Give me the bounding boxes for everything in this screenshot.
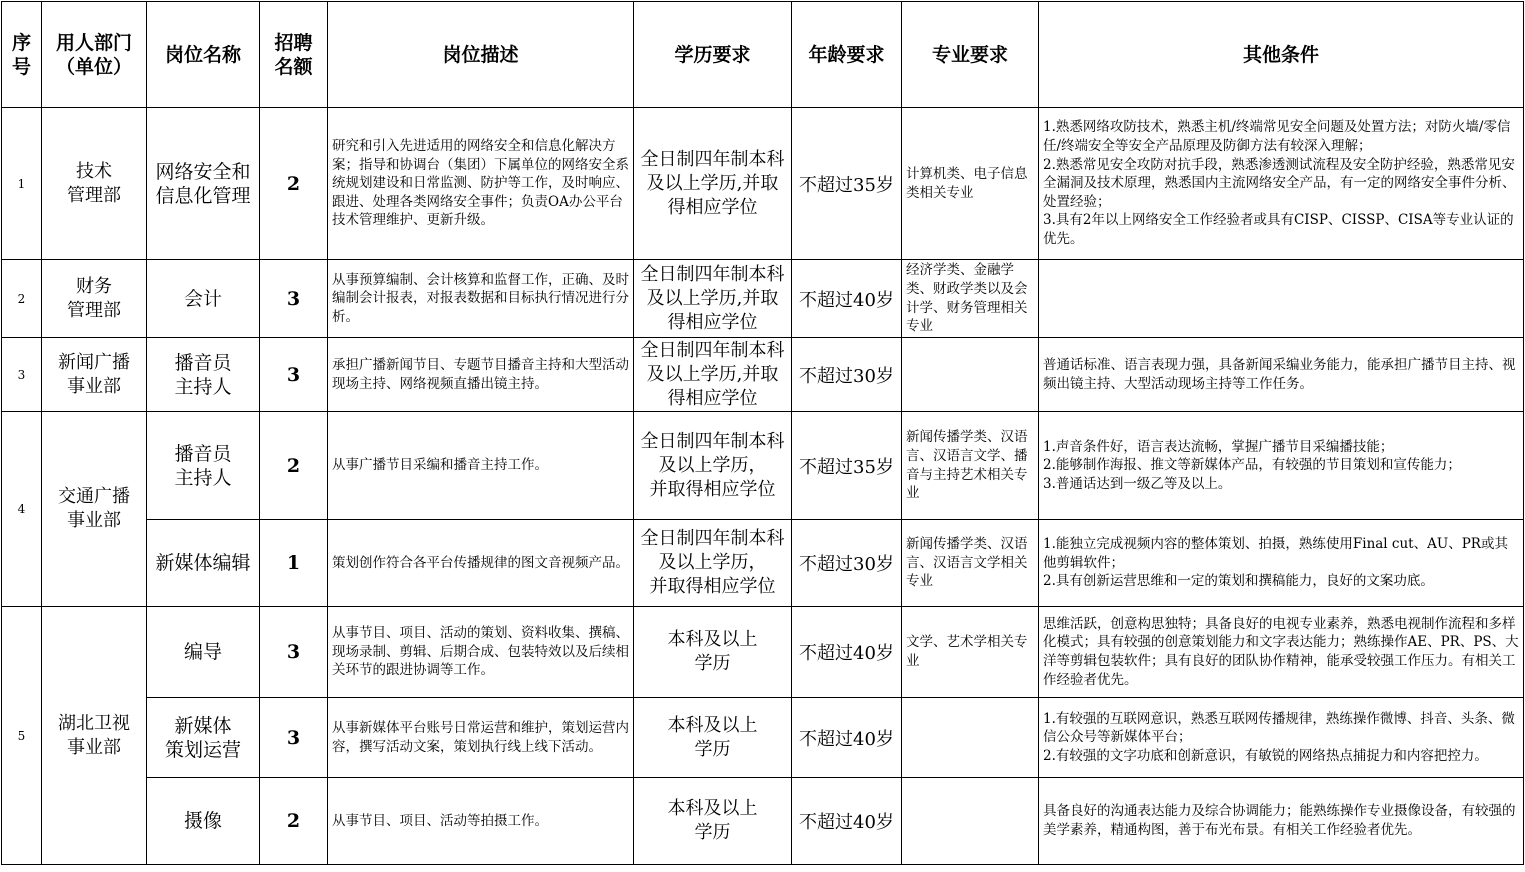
cell-major: 计算机类、电子信息类相关专业 xyxy=(902,108,1039,260)
header-count: 招聘名额 xyxy=(260,2,328,108)
table-row xyxy=(2,260,1524,338)
cell-count: 1 xyxy=(260,520,328,607)
table-row xyxy=(2,607,1524,698)
cell-description: 承担广播新闻节目、专题节目播音主持和大型活动现场主持、网络视频直播出镜主持。 xyxy=(328,338,634,412)
cell-position: 摄像 xyxy=(147,778,260,865)
cell-education: 全日制四年制本科及以上学历， 并取得相应学位 xyxy=(634,412,792,520)
cell-age: 不超过35岁 xyxy=(792,412,902,520)
cell-description: 从事节目、项目、活动等拍摄工作。 xyxy=(328,778,634,865)
header-education: 学历要求 xyxy=(634,2,792,108)
table-row xyxy=(2,108,1524,260)
cell-index: 5 xyxy=(2,607,42,865)
cell-description: 从事广播节目采编和播音主持工作。 xyxy=(328,412,634,520)
cell-department: 技术 管理部 xyxy=(42,108,147,260)
cell-description: 研究和引入先进适用的网络安全和信息化解决方案；指导和协调台（集团）下属单位的网络安全系统规划建设和日常监测、防护等工作，及时响应、跟进、处理各类网络安全事件；负责OA办公平台技术管理维护、更新升级。 xyxy=(328,108,634,260)
recruitment-table xyxy=(1,1,1524,865)
cell-major: 新闻传播学类、汉语言、汉语言文学相关专业 xyxy=(902,520,1039,607)
header-major: 专业要求 xyxy=(902,2,1039,108)
cell-major: 新闻传播学类、汉语言、汉语言文学、播音与主持艺术相关专业 xyxy=(902,412,1039,520)
header-dept: 用人部门（单位） xyxy=(42,2,147,108)
table-row xyxy=(2,778,1524,865)
cell-department: 新闻广播 事业部 xyxy=(42,338,147,412)
cell-other: 1.熟悉网络攻防技术，熟悉主机/终端常见安全问题及处置方法；对防火墙/零信任/终端安全等安全产品原理及防御方法有较深入理解； 2.熟悉常见安全攻防对抗手段，熟悉渗透测试流程及安全防护经验，熟悉常见安全漏洞及技术原理，熟悉国内主流网络安全产品，有一定的网络安全事件分析、处置经验； 3.具有2年以上网络安全工作经验者或具有CISP、CISSP、CISA等专业认证的优先。 xyxy=(1039,108,1524,260)
cell-position: 播音员 主持人 xyxy=(147,338,260,412)
cell-education: 全日制四年制本科及以上学历,并取得相应学位 xyxy=(634,260,792,338)
header-description: 岗位描述 xyxy=(328,2,634,108)
cell-position: 编导 xyxy=(147,607,260,698)
cell-position: 新媒体 策划运营 xyxy=(147,698,260,778)
cell-other: 普通话标准、语言表现力强，具备新闻采编业务能力，能承担广播节目主持、视频出镜主持、大型活动现场主持等工作任务。 xyxy=(1039,338,1524,412)
header-position: 岗位名称 xyxy=(147,2,260,108)
cell-major xyxy=(902,778,1039,865)
cell-count: 2 xyxy=(260,778,328,865)
table-row xyxy=(2,698,1524,778)
cell-index: 4 xyxy=(2,412,42,607)
cell-education: 本科及以上 学历 xyxy=(634,607,792,698)
cell-count: 3 xyxy=(260,607,328,698)
cell-count: 3 xyxy=(260,698,328,778)
cell-major xyxy=(902,698,1039,778)
cell-other xyxy=(1039,260,1524,338)
cell-education: 全日制四年制本科及以上学历， 并取得相应学位 xyxy=(634,520,792,607)
cell-education: 全日制四年制本科及以上学历,并取得相应学位 xyxy=(634,338,792,412)
cell-major: 经济学类、金融学类、财政学类以及会计学、财务管理相关专业 xyxy=(902,260,1039,338)
table-row xyxy=(2,338,1524,412)
cell-position: 会计 xyxy=(147,260,260,338)
cell-description: 从事新媒体平台账号日常运营和维护，策划运营内容，撰写活动文案，策划执行线上线下活动。 xyxy=(328,698,634,778)
cell-position: 新媒体编辑 xyxy=(147,520,260,607)
cell-index: 3 xyxy=(2,338,42,412)
cell-other: 1.有较强的互联网意识，熟悉互联网传播规律，熟练操作微博、抖音、头条、微信公众号等新媒体平台； 2.有较强的文字功底和创新意识，有敏锐的网络热点捕捉力和内容把控力。 xyxy=(1039,698,1524,778)
table-row xyxy=(2,412,1524,520)
cell-department: 交通广播 事业部 xyxy=(42,412,147,607)
header-other: 其他条件 xyxy=(1039,2,1524,108)
cell-description: 从事预算编制、会计核算和监督工作，正确、及时编制会计报表，对报表数据和目标执行情况进行分析。 xyxy=(328,260,634,338)
cell-other: 1.声音条件好，语言表达流畅，掌握广播节目采编播技能； 2.能够制作海报、推文等新媒体产品，有较强的节目策划和宣传能力； 3.普通话达到一级乙等及以上。 xyxy=(1039,412,1524,520)
header-idx: 序号 xyxy=(2,2,42,108)
cell-index: 1 xyxy=(2,108,42,260)
cell-position: 网络安全和 信息化管理 xyxy=(147,108,260,260)
cell-description: 策划创作符合各平台传播规律的图文音视频产品。 xyxy=(328,520,634,607)
cell-count: 2 xyxy=(260,412,328,520)
cell-age: 不超过35岁 xyxy=(792,108,902,260)
cell-description: 从事节目、项目、活动的策划、资料收集、撰稿、现场录制、剪辑、后期合成、包装特效以及后续相关环节的跟进协调等工作。 xyxy=(328,607,634,698)
cell-age: 不超过40岁 xyxy=(792,698,902,778)
table-body xyxy=(2,108,1524,865)
table-row xyxy=(2,520,1524,607)
cell-education: 全日制四年制本科及以上学历,并取得相应学位 xyxy=(634,108,792,260)
cell-education: 本科及以上 学历 xyxy=(634,778,792,865)
cell-count: 2 xyxy=(260,108,328,260)
cell-count: 3 xyxy=(260,338,328,412)
cell-count: 3 xyxy=(260,260,328,338)
header-row xyxy=(2,2,1524,108)
cell-other: 1.能独立完成视频内容的整体策划、拍摄，熟练使用Final cut、AU、PR或其他剪辑软件； 2.具有创新运营思维和一定的策划和撰稿能力，良好的文案功底。 xyxy=(1039,520,1524,607)
cell-education: 本科及以上 学历 xyxy=(634,698,792,778)
cell-age: 不超过30岁 xyxy=(792,338,902,412)
cell-major xyxy=(902,338,1039,412)
cell-department: 财务 管理部 xyxy=(42,260,147,338)
cell-age: 不超过40岁 xyxy=(792,260,902,338)
cell-index: 2 xyxy=(2,260,42,338)
header-age: 年龄要求 xyxy=(792,2,902,108)
cell-other: 具备良好的沟通表达能力及综合协调能力；能熟练操作专业摄像设备，有较强的美学素养，精通构图，善于布光布景。有相关工作经验者优先。 xyxy=(1039,778,1524,865)
cell-department: 湖北卫视 事业部 xyxy=(42,607,147,865)
cell-major: 文学、艺术学相关专业 xyxy=(902,607,1039,698)
cell-other: 思维活跃，创意构思独特；具备良好的电视专业素养，熟悉电视制作流程和多样化模式；具有较强的创意策划能力和文字表达能力；熟练操作AE、PR、PS、大洋等剪辑包装软件；具有良好的团队协作精神，能承受较强工作压力。有相关工作经验者优先。 xyxy=(1039,607,1524,698)
cell-age: 不超过40岁 xyxy=(792,778,902,865)
cell-age: 不超过40岁 xyxy=(792,607,902,698)
cell-position: 播音员 主持人 xyxy=(147,412,260,520)
cell-age: 不超过30岁 xyxy=(792,520,902,607)
